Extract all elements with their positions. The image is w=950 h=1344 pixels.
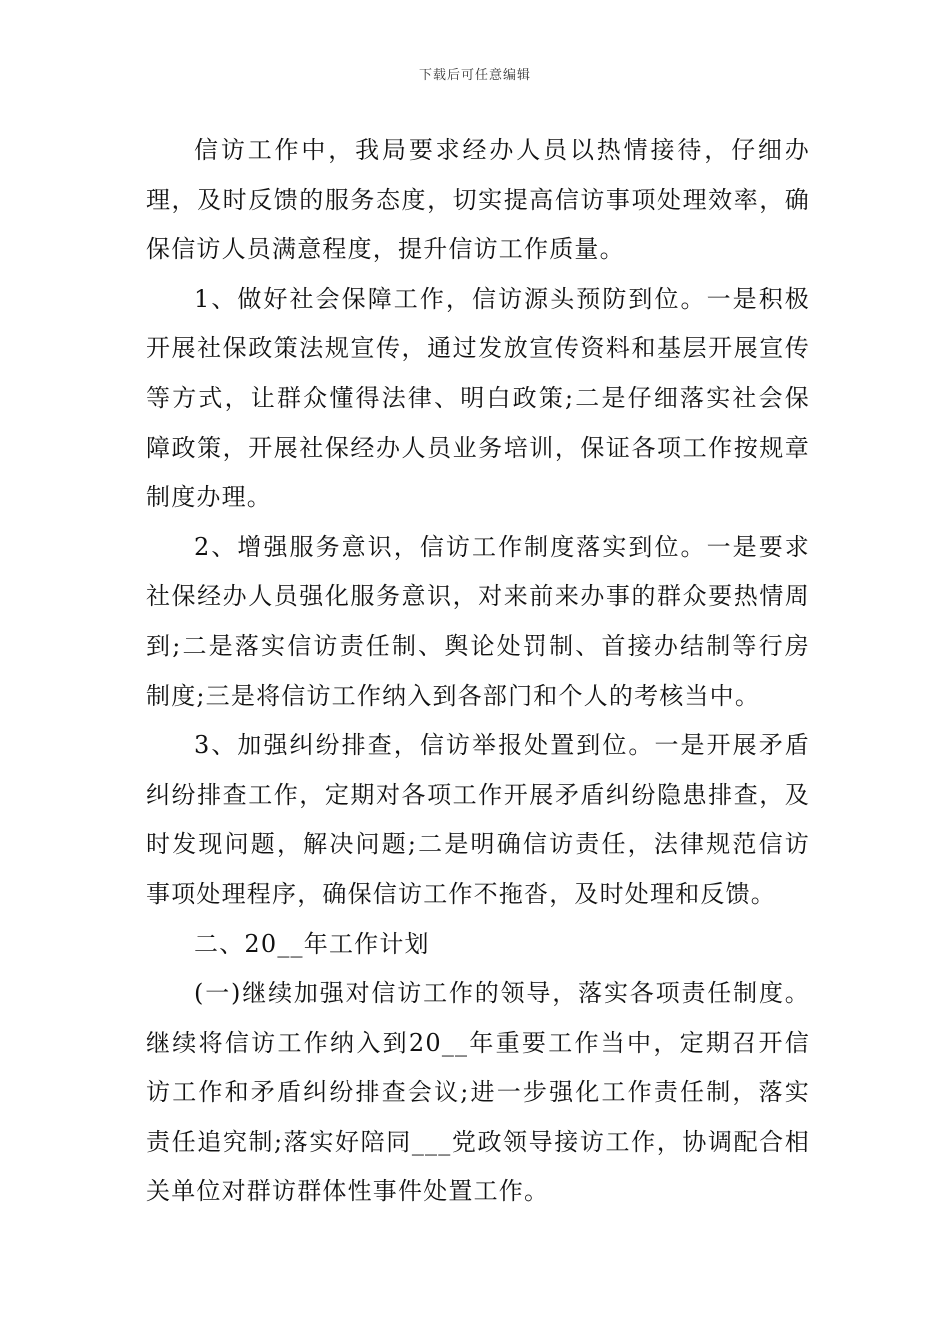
document-body (146, 126, 810, 1217)
page-header: 下载后可任意编辑 (418, 68, 531, 83)
paragraph-plan-1: (一)继续加强对信访工作的领导，落实各项责任制度。继续将信访工作纳入到20__年重要工作当中，定期召开信访工作和矛盾纠纷排查会议;进一步强化工作责任制，落实责任追究制;落实好陪同___党政领导接访工作，协调配合相关单位对群访群体性事件处置工作。 (146, 979, 810, 1206)
paragraph-intro: 信访工作中，我局要求经办人员以热情接待，仔细办理，及时反馈的服务态度，切实提高信访事项处理效率，确保信访人员满意程度，提升信访工作质量。 (146, 136, 810, 264)
paragraph-item-2: 2、增强服务意识，信访工作制度落实到位。一是要求社保经办人员强化服务意识，对来前来办事的群众要热情周到;二是落实信访责任制、舆论处罚制、首接办结制等行房制度;三是将信访工作纳入到各部门和个人的考核当中。 (146, 532, 810, 710)
paragraph-item-1: 1、做好社会保障工作，信访源头预防到位。一是积极开展社保政策法规宣传，通过发放宣传资料和基层开展宣传等方式，让群众懂得法律、明白政策;二是仔细落实社会保障政策，开展社保经办人员业务培训，保证各项工作按规章制度办理。 (146, 284, 810, 512)
section-heading-plan: 二、20__年工作计划 (194, 929, 430, 958)
paragraph-item-3: 3、加强纠纷排查，信访举报处置到位。一是开展矛盾纠纷排查工作，定期对各项工作开展矛盾纠纷隐患排查，及时发现问题，解决问题;二是明确信访责任，法律规范信访事项处理程序，确保信访工作不拖沓，及时处理和反馈。 (146, 731, 810, 908)
